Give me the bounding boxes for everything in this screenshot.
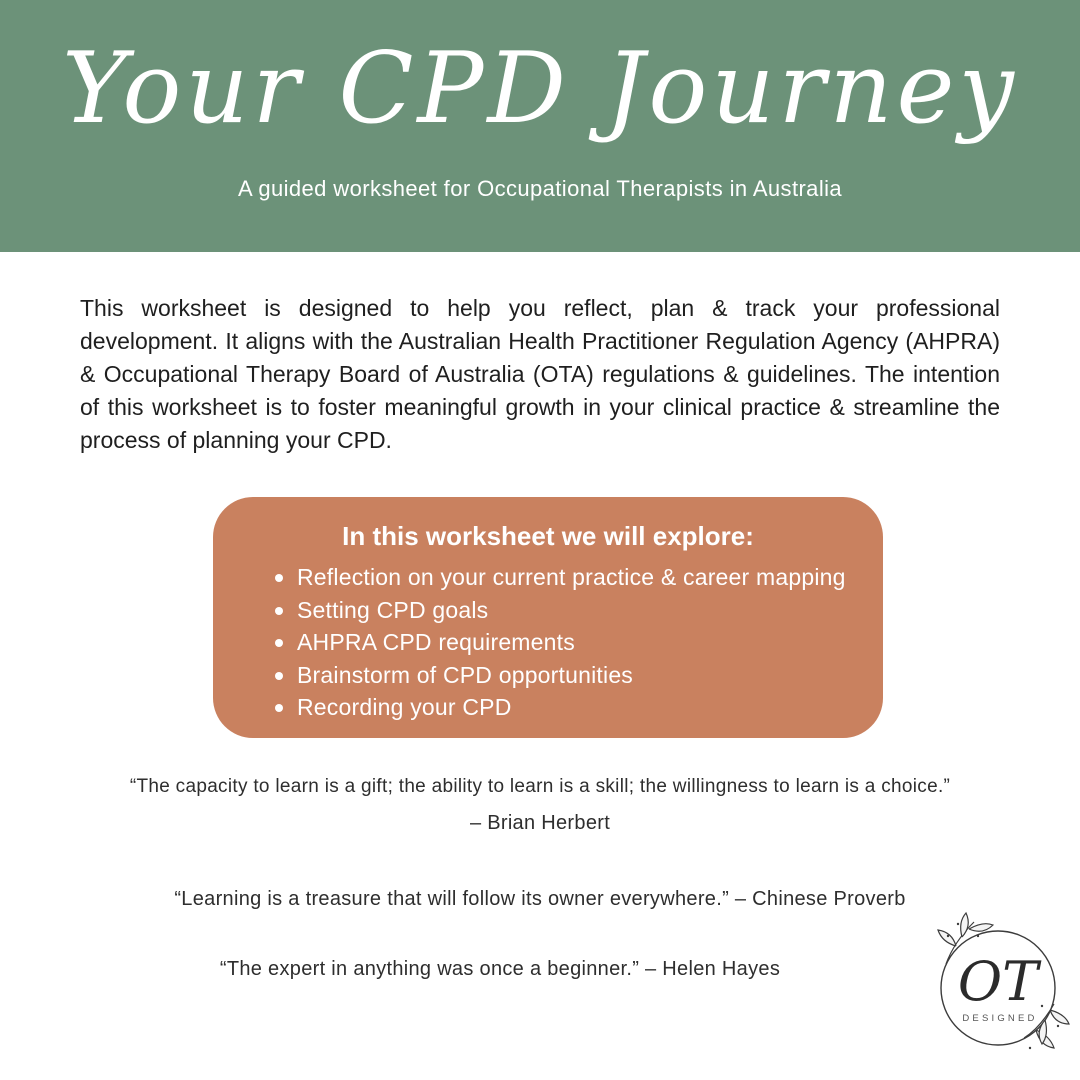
list-item xyxy=(273,691,853,724)
list-item-label: Brainstorm of CPD opportunities xyxy=(297,661,634,688)
list-item-label: AHPRA CPD requirements xyxy=(297,629,575,655)
explore-box xyxy=(213,497,883,738)
list-item-label: Reflection on your current practice & career mapping xyxy=(297,564,846,590)
page-title: Your CPD Journey xyxy=(62,32,1018,146)
logo-monogram: OT xyxy=(957,950,1039,1013)
ot-designed-logo xyxy=(912,906,1080,1074)
list-item-label: Recording your CPD xyxy=(297,694,512,720)
list-item xyxy=(273,594,853,627)
page-subtitle: A guided worksheet for Occupational Therapists in Australia xyxy=(237,176,843,201)
logo-wordmark: DESIGNED xyxy=(962,1013,1038,1024)
quote-brian-herbert-text: “The capacity to learn is a gift; the ability to learn is a skill; the willingness to learn is a choice.” xyxy=(129,776,951,797)
bullet-icon xyxy=(275,704,283,712)
bullet-icon xyxy=(275,639,283,647)
header-banner xyxy=(0,0,1080,252)
bullet-icon xyxy=(275,574,283,582)
list-item xyxy=(273,626,853,659)
quote-helen-hayes: “The expert in anything was once a beginner.” – Helen Hayes xyxy=(219,958,781,980)
intro-paragraph: This worksheet is designed to help you reflect, plan & track your professional development. It aligns with the Australian Health Practitioner Regulation Agency (AHPRA) & Occupational Therapy Board of Australia (OTA) regulations & guidelines. The intention of this worksheet is to foster meaningful growth in your clinical practice & streamline the process of planning your CPD. xyxy=(80,295,1000,453)
bullet-icon xyxy=(275,607,283,615)
bullet-icon xyxy=(275,672,283,680)
logo-graphic xyxy=(912,906,1080,1074)
explore-list xyxy=(243,561,853,724)
explore-heading: In this worksheet we will explore: xyxy=(342,521,754,551)
list-item-label: Setting CPD goals xyxy=(297,596,489,623)
list-item xyxy=(273,659,853,692)
list-item xyxy=(273,561,853,594)
intro-section xyxy=(80,292,1000,457)
quote-brian-herbert-attribution: – Brian Herbert xyxy=(469,812,611,834)
quote-chinese-proverb: “Learning is a treasure that will follow its owner everywhere.” – Chinese Proverb xyxy=(174,888,906,910)
